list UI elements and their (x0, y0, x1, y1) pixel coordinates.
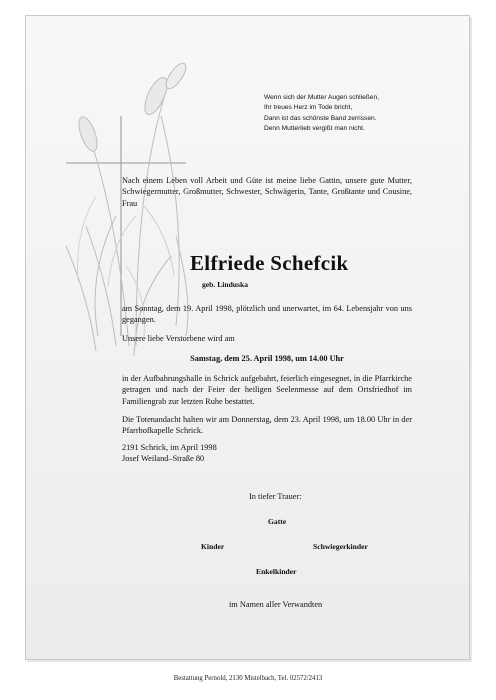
poem-line: Denn Mutterlieb vergißt man nicht. (264, 124, 365, 132)
funeral-intro: Unsere liebe Verstorbene wird am (122, 334, 235, 343)
death-notice: am Sonntag, dem 19. April 1998, plötzlich und unerwartet, im 64. Lebensjahr von uns gegangen. (122, 304, 412, 325)
poem-line: Wenn sich der Mutter Augen schließen, (264, 94, 379, 101)
intro-text: Nach einem Leben voll Arbeit und Güte ist meine liebe Gattin, unsere gute Mutter, Schwiegermutter, Großmutter, Schwester, Schwägerin, Tante, Großtante und Cousine, Frau (122, 176, 412, 208)
birth-name: geb. Linduska (202, 280, 249, 289)
place-date: 2191 Schrick, im April 1998 (122, 443, 217, 452)
deceased-name: Elfriede Schefcik (190, 251, 349, 275)
mourning-header: In tiefer Trauer: (249, 492, 302, 501)
mourner-spouse: Gatte (268, 517, 287, 526)
mourner-children: Kinder (201, 542, 225, 551)
poem-line: Dann ist das schönste Band zerrissen. (264, 114, 377, 122)
mourner-in-laws: Schwiegerkinder (313, 542, 368, 551)
poem (264, 93, 454, 134)
footer-undertaker: Bestattung Pernold, 2130 Mistelbach, Tel. 02572/2413 (173, 675, 323, 682)
rosary-text: Die Totenandacht halten wir am Donnerstag, dem 23. April 1998, um 18.00 Uhr in der Pfarrhofkapelle Schrick. (122, 415, 412, 436)
address: Josef Weiland–Straße 80 (122, 454, 205, 464)
funeral-date: Samstag, dem 25. April 1998, um 14.00 Uhr (190, 354, 344, 363)
poem-line: Ihr treues Herz im Tode bricht, (264, 104, 353, 112)
ceremony-text: in der Aufbahrungshalle in Schrick aufgebahrt, feierlich eingesegnet, in die Pfarrkirche getragen und nach der Feier der heiligen Seelenmesse auf dem Ortsfriedhof im Familiengrab zur letzten Ruhe bestattet. (122, 374, 412, 406)
mourner-grandchildren: Enkelkinder (256, 567, 297, 576)
mourner-relatives: im Namen aller Verwandten (229, 600, 323, 609)
place-and-address (122, 442, 217, 465)
